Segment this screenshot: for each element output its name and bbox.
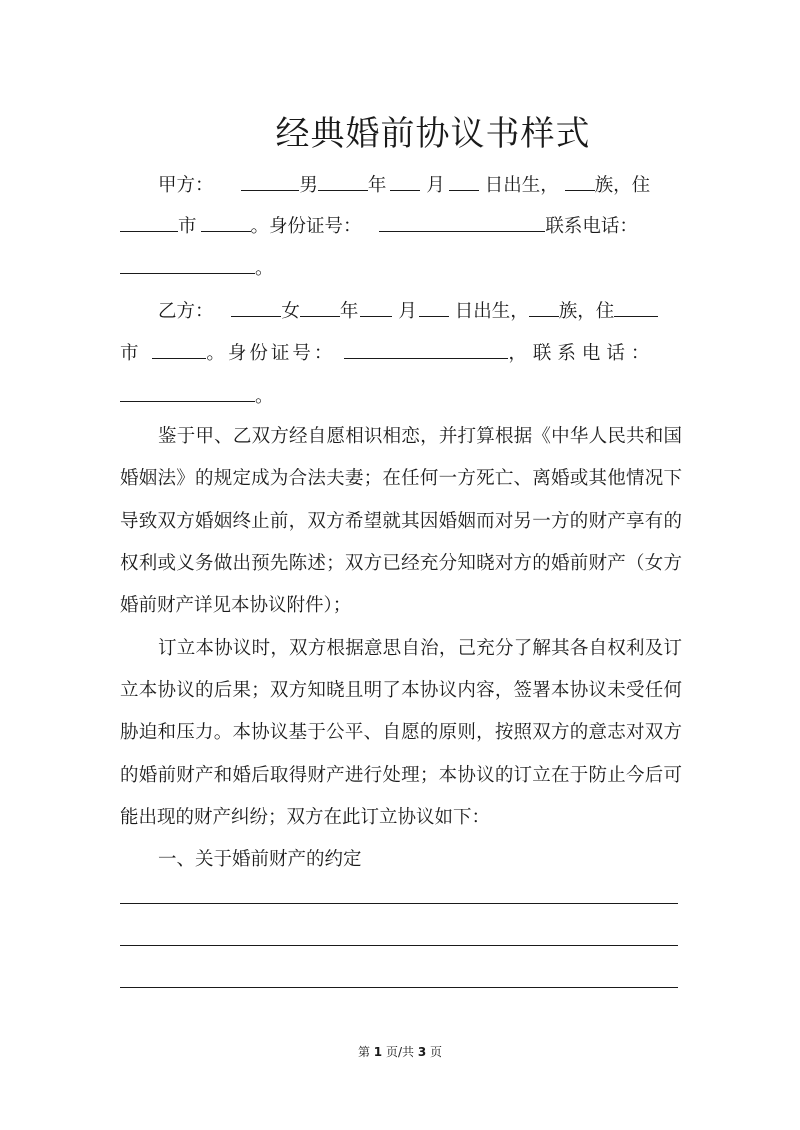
- blank-field: [379, 213, 545, 232]
- blank-line: [120, 987, 678, 988]
- party-a-label: 甲方：: [158, 175, 214, 196]
- id-number-label: 。身份证号：: [250, 216, 362, 237]
- blank-field: [201, 213, 251, 232]
- paragraph-2-line: 胁迫和压力。本协议基于公平、自愿的原则，按照双方的意志对双方: [120, 722, 682, 743]
- blank-field: [318, 172, 368, 191]
- blank-field: [241, 172, 299, 191]
- month-label: 月: [398, 301, 417, 322]
- year-label: 年: [367, 175, 387, 196]
- blank-field: [449, 172, 479, 191]
- paragraph-2-line: 的婚前财产和婚后取得财产进行处理；本协议的订立在于防止今后可: [120, 765, 682, 786]
- document-title: 经典婚前协议书样式: [275, 114, 591, 154]
- footer-prefix: 第: [357, 1045, 370, 1059]
- phone-label: ，联系电话：: [508, 343, 656, 364]
- id-number-label: 。身份证号：: [206, 343, 336, 364]
- paragraph-1-line: 鉴于甲、乙双方经自愿相识相恋，并打算根据《中华人民共和国: [158, 426, 682, 447]
- blank-field: [614, 298, 658, 317]
- paragraph-1-line: 权利或义务做出预先陈述；双方已经充分知晓对方的婚前财产（女方: [120, 553, 682, 574]
- ethnicity-residence-label: 族，住: [558, 301, 615, 322]
- party-b-line-3: [120, 383, 682, 409]
- blank-field: [360, 298, 392, 317]
- total-page-count: 3: [417, 1045, 427, 1059]
- gender-label: 男: [299, 175, 318, 196]
- phone-label: 联系电话：: [545, 216, 638, 237]
- blank-field: [120, 383, 255, 402]
- section-heading: 一、关于婚前财产的约定: [158, 849, 362, 870]
- blank-field: [529, 298, 559, 317]
- party-a-line-2: [120, 213, 682, 239]
- blank-field: [390, 172, 420, 191]
- blank-field: [120, 213, 178, 232]
- month-label: 月: [426, 175, 445, 196]
- paragraph-1-line: 婚姻法》的规定成为合法夫妻；在任何一方死亡、离婚或其他情况下: [120, 468, 682, 489]
- party-b-line-2: [120, 340, 682, 366]
- blank-field: [565, 172, 595, 191]
- paragraph-2-line: 能出现的财产纠纷；双方在此订立协议如下：: [120, 807, 491, 828]
- city-label: 市: [120, 343, 142, 364]
- page-footer: [0, 1043, 800, 1060]
- year-label: 年: [339, 301, 359, 322]
- paragraph-1-line: 导致双方婚姻终止前，双方希望就其因婚姻而对另一方的财产享有的: [120, 511, 682, 532]
- blank-field: [300, 298, 340, 317]
- party-a-line-1: [158, 172, 682, 198]
- footer-suffix: 页: [430, 1045, 443, 1059]
- party-b-label: 乙方：: [158, 301, 214, 322]
- party-a-line-3: [120, 255, 682, 281]
- paragraph-1-line: 婚前财产详见本协议附件）；: [120, 595, 352, 616]
- city-label: 市: [178, 216, 197, 237]
- blank-field: [120, 255, 255, 274]
- blank-field: [231, 298, 281, 317]
- footer-middle: 页/共: [385, 1045, 415, 1059]
- current-page-number: 1: [373, 1045, 383, 1059]
- paragraph-2-line: 立本协议的后果；双方知晓且明了本协议内容，签署本协议未受任何: [120, 680, 682, 701]
- gender-label: 女: [281, 301, 300, 322]
- blank-line: [120, 903, 678, 904]
- born-label: 日出生，: [454, 301, 529, 322]
- party-b-line-1: [158, 298, 682, 324]
- blank-field: [419, 298, 449, 317]
- period: 。: [255, 386, 274, 407]
- paragraph-2-line: 订立本协议时，双方根据意思自治，己充分了解其各自权利及订: [158, 638, 682, 659]
- ethnicity-residence-label: 族，住: [594, 175, 651, 196]
- born-label: 日出生，: [484, 175, 559, 196]
- blank-field: [344, 340, 508, 359]
- blank-field: [152, 340, 206, 359]
- period: 。: [255, 258, 274, 279]
- blank-line: [120, 945, 678, 946]
